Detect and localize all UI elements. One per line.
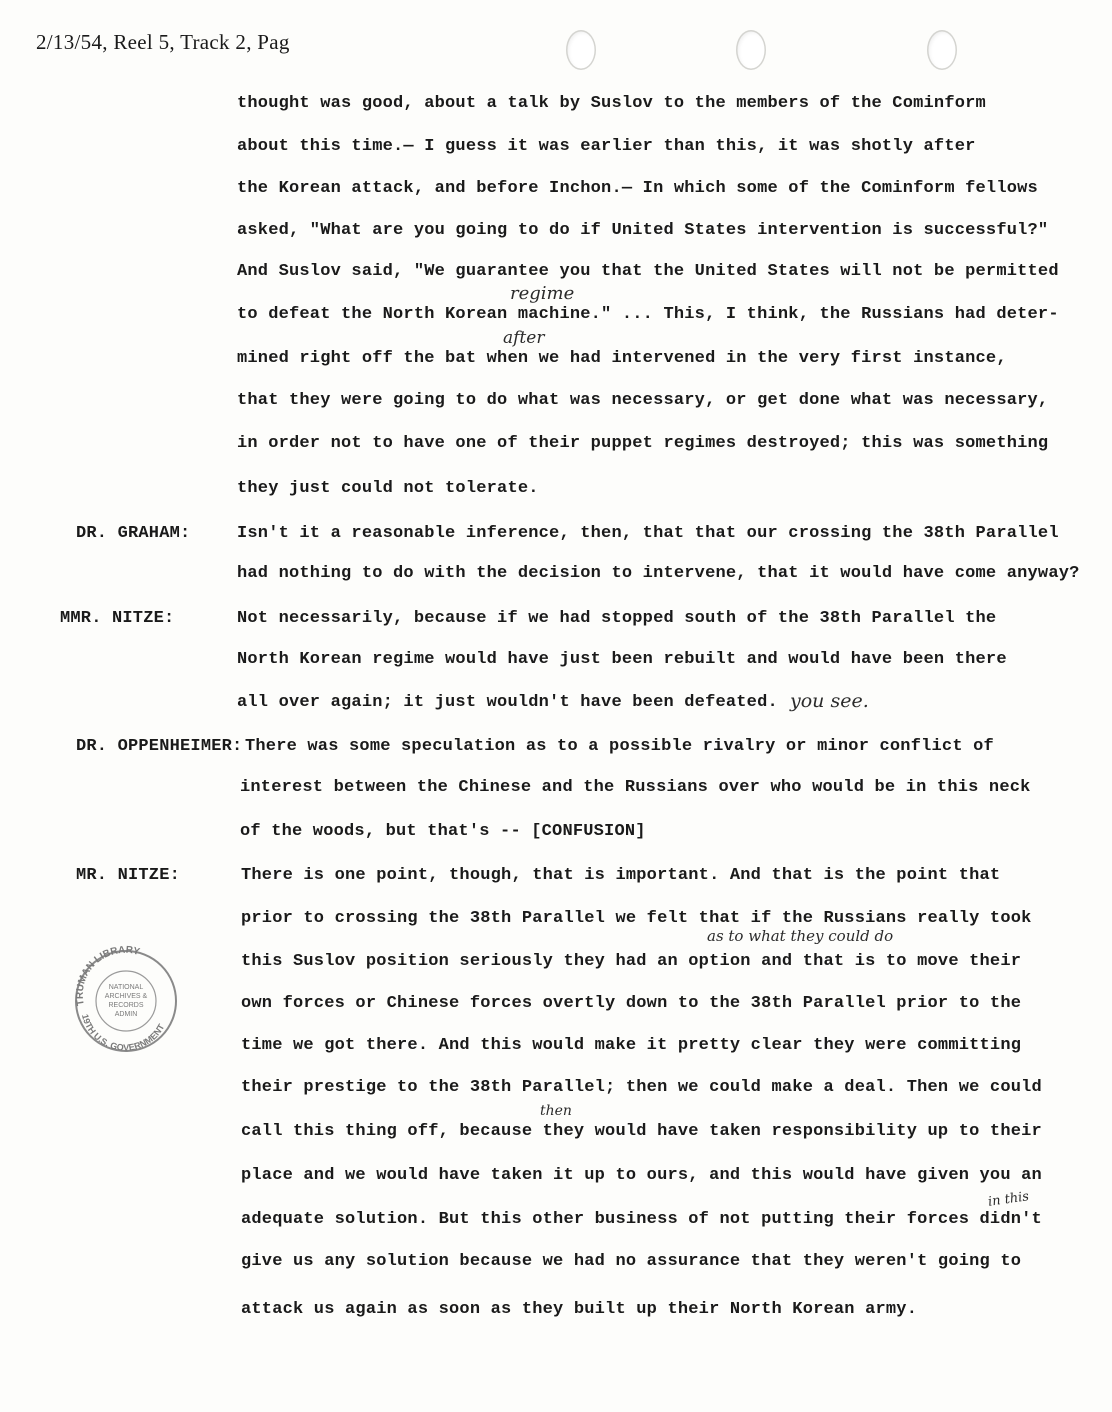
speaker-label: DR. GRAHAM: [76, 524, 191, 543]
speaker-label: DR. OPPENHEIMER: [76, 737, 243, 756]
transcript-line: the Korean attack, and before Inchon.— In which some of the Cominform fellows [237, 179, 1038, 198]
transcript-line: this Suslov position seriously they had an option and that is to move their [241, 952, 1022, 971]
transcript-line: attack us again as soon as they built up their North Korean army. [241, 1300, 918, 1319]
transcript-line: adequate solution. But this other business of not putting their forces didn't [241, 1210, 1042, 1229]
punch-hole [736, 30, 766, 70]
transcript-line: mined right off the bat when we had intervened in the very first instance, [237, 349, 1007, 368]
transcript-line: And Suslov said, "We guarantee you that the United States will not be permitted [237, 262, 1059, 281]
library-stamp [66, 945, 184, 1055]
transcript-line: had nothing to do with the decision to intervene, that it would have come anyway? [237, 564, 1080, 583]
stamp-center-text: ARCHIVES & [104, 993, 148, 1000]
punch-hole [927, 30, 957, 70]
transcript-line: to defeat the North Korean machine." ... This, I think, the Russians had deter- [237, 305, 1059, 324]
transcript-line: they just could not tolerate. [237, 479, 539, 498]
svg-text:19TH U.S. GOVERNMENT [80, 1013, 167, 1053]
transcript-line: interest between the Chinese and the Russians over who would be in this neck [240, 778, 1031, 797]
transcript-line: of the woods, but that's -- [CONFUSION] [240, 822, 646, 841]
transcript-line: place and we would have taken it up to ours, and this would have given you an [241, 1166, 1042, 1185]
transcript-line: Isn't it a reasonable inference, then, that that our crossing the 38th Parallel [237, 524, 1059, 543]
transcript-line: call this thing off, because they would have taken responsibility up to their [241, 1122, 1042, 1141]
stamp-center-text: NATIONAL [108, 984, 144, 991]
transcript-line: in order not to have one of their puppet regimes destroyed; this was something [237, 434, 1049, 453]
transcript-line: their prestige to the 38th Parallel; then we could make a deal. Then we could [241, 1078, 1042, 1097]
transcript-line: North Korean regime would have just been rebuilt and would have been there [237, 650, 1007, 669]
transcript-line: There was some speculation as to a possible rivalry or minor conflict of [245, 737, 994, 756]
transcript-line: own forces or Chinese forces overtly down to the 38th Parallel prior to the [241, 994, 1022, 1013]
page-header: 2/13/54, Reel 5, Track 2, Pag [36, 30, 290, 54]
stamp-center-text: RECORDS [108, 1002, 144, 1009]
stamp-center-text: ADMIN [114, 1011, 138, 1018]
speaker-label: MMR. NITZE: [60, 609, 175, 628]
handwritten-annotation: in this [987, 1189, 1030, 1210]
transcript-line: time we got there. And this would make it pretty clear they were committing [241, 1036, 1022, 1055]
handwritten-annotation: you see. [790, 690, 869, 712]
stamp-bottom-text: 19TH U.S. GOVERNMENT [79, 1013, 167, 1053]
transcript-line: Not necessarily, because if we had stopped south of the 38th Parallel the [237, 609, 997, 628]
punch-hole [566, 30, 596, 70]
stamp-top-text: TRUMAN LIBRARY [74, 945, 141, 1007]
handwritten-annotation: after [503, 328, 545, 348]
transcript-line: thought was good, about a talk by Suslov to the members of the Cominform [237, 94, 986, 113]
handwritten-annotation: then [540, 1103, 572, 1119]
transcript-line: that they were going to do what was necessary, or get done what was necessary, [237, 391, 1049, 410]
transcript-line: give us any solution because we had no assurance that they weren't going to [241, 1252, 1022, 1271]
transcript-line: all over again; it just wouldn't have been defeated. [237, 693, 778, 712]
transcript-line: prior to crossing the 38th Parallel we felt that if the Russians really took [241, 909, 1032, 928]
transcript-line: about this time.— I guess it was earlier than this, it was shotly after [237, 137, 976, 156]
transcript-line: asked, "What are you going to do if United States intervention is successful?" [237, 221, 1049, 240]
speaker-label: MR. NITZE: [76, 866, 181, 885]
handwritten-annotation: as to what they could do [707, 927, 894, 945]
handwritten-annotation: regime [510, 283, 575, 304]
transcript-line: There is one point, though, that is important. And that is the point that [241, 866, 1001, 885]
